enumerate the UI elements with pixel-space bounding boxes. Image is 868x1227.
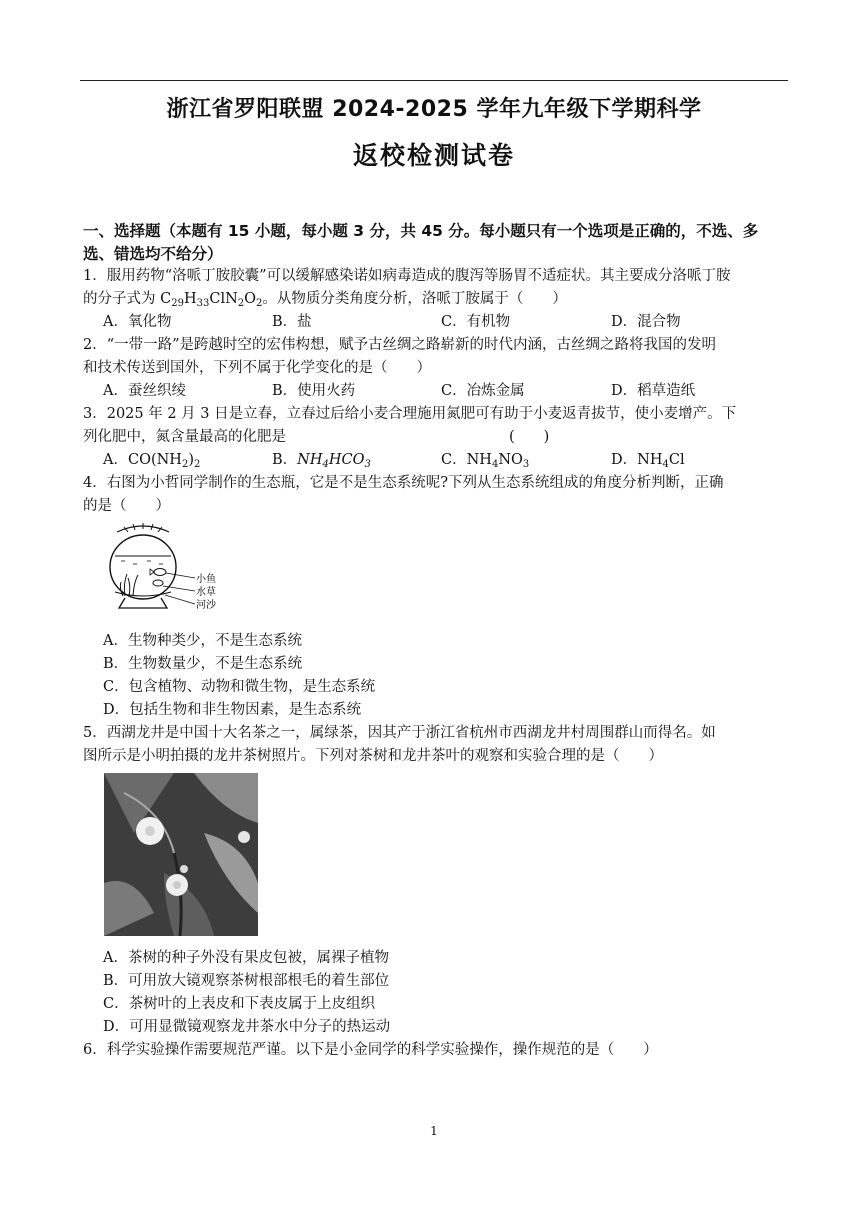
q1-line1: 1．服用药物“洛哌丁胺胶囊”可以缓解感染诺如病毒造成的腹泻等肠胃不适症状。其主要成分洛哌丁胺 (83, 268, 731, 284)
q1-option-c[interactable]: C．有机物 (441, 314, 511, 330)
q4-line2: 的是（ ） (83, 498, 170, 514)
q5-option-d[interactable]: D．可用显微镜观察龙井茶水中分子的热运动 (103, 1019, 391, 1035)
q5-option-a[interactable]: A．茶树的种子外没有果皮包被，属裸子植物 (103, 950, 389, 966)
page-number: 1 (430, 1124, 438, 1138)
q4-option-c[interactable]: C．包含植物、动物和微生物，是生态系统 (103, 679, 376, 695)
q3-option-b[interactable]: B．$NH_4HCO_3$ (272, 452, 371, 470)
q1-option-d[interactable]: D．混合物 (611, 314, 681, 330)
q1-line2: 的分子式为 $C_{29}H_{33}ClN_2O_2$。从物质分类角度分析，洛哌丁胺属于（ ） (83, 291, 567, 309)
bottle (110, 535, 176, 599)
q1-option-a[interactable]: A．氧化物 (103, 314, 172, 330)
q4-option-b[interactable]: B．生物数量少，不是生态系统 (103, 656, 303, 672)
q2-option-a[interactable]: A．蚕丝织绫 (103, 383, 186, 399)
q3-line1: 3．2025 年 2 月 3 日是立春，立春过后给小麦合理施用氮肥可有助于小麦返青拔节，使小麦增产。下 (83, 406, 737, 422)
q3-option-c[interactable]: C．$NH_4NO_3$ (441, 452, 530, 470)
q3-option-a[interactable]: A．$CO(NH_2)_2$ (103, 452, 201, 470)
q2-option-b[interactable]: B．使用火药 (272, 383, 356, 399)
q1-option-b[interactable]: B．盐 (272, 314, 312, 330)
tea-tree-photo (104, 773, 258, 936)
q5-line1: 5．西湖龙井是中国十大名茶之一，属绿茶，因其产于浙江省杭州市西湖龙井村周围群山而得名。如 (83, 725, 716, 741)
q4-option-d[interactable]: D．包括生物和非生物因素，是生态系统 (103, 702, 362, 718)
q5-line2: 图所示是小明拍摄的龙井茶树照片。下列对茶树和龙井茶叶的观察和实验合理的是（ ） (83, 748, 663, 764)
section-heading: 一、选择题（本题有 15 小题，每小题 3 分，共 45 分。每小题只有一个选项是正确的，不选、多选、错选均不给分） (83, 222, 759, 263)
q3-line2: 列化肥中，氮含量最高的化肥是 (83, 429, 286, 445)
ecosystem-bottle-figure (103, 520, 223, 615)
q3-answer-paren: ( ) (509, 429, 550, 445)
q2-option-c[interactable]: C．冶炼金属 (441, 383, 525, 399)
q3-option-d[interactable]: D．$NH_4Cl$ (611, 452, 685, 470)
exam-subtitle: 返校检测试卷 (352, 141, 515, 170)
label-waterweed: 水草 (196, 587, 216, 598)
q4-option-a[interactable]: A．生物种类少，不是生态系统 (103, 633, 302, 649)
label-sand: 河沙 (196, 600, 216, 611)
q2-line1: 2．“一带一路”是跨越时空的宏伟构想，赋予古丝绸之路崭新的时代内涵，古丝绸之路将我国的发明 (83, 337, 717, 353)
top-rule (80, 80, 788, 81)
q2-option-d[interactable]: D．稻草造纸 (611, 383, 696, 399)
label-fish: 小鱼 (196, 574, 216, 585)
exam-title: 浙江省罗阳联盟 2024-2025 学年九年级下学期科学 (166, 97, 702, 122)
q5-option-b[interactable]: B．可用放大镜观察茶树根部根毛的着生部位 (103, 973, 390, 989)
q5-option-c[interactable]: C．茶树叶的上表皮和下表皮属于上皮组织 (103, 996, 376, 1012)
water-marks (121, 561, 163, 564)
q4-line1: 4．右图为小哲同学制作的生态瓶，它是不是生态系统呢?下列从生态系统组成的角度分析判断，正确 (83, 475, 724, 491)
q2-line2: 和技术传送到国外，下列不属于化学变化的是（ ） (83, 360, 431, 376)
q6-line1: 6．科学实验操作需要规范严谨。以下是小金同学的科学实验操作，操作规范的是（ ） (83, 1042, 658, 1058)
fish (154, 569, 166, 576)
